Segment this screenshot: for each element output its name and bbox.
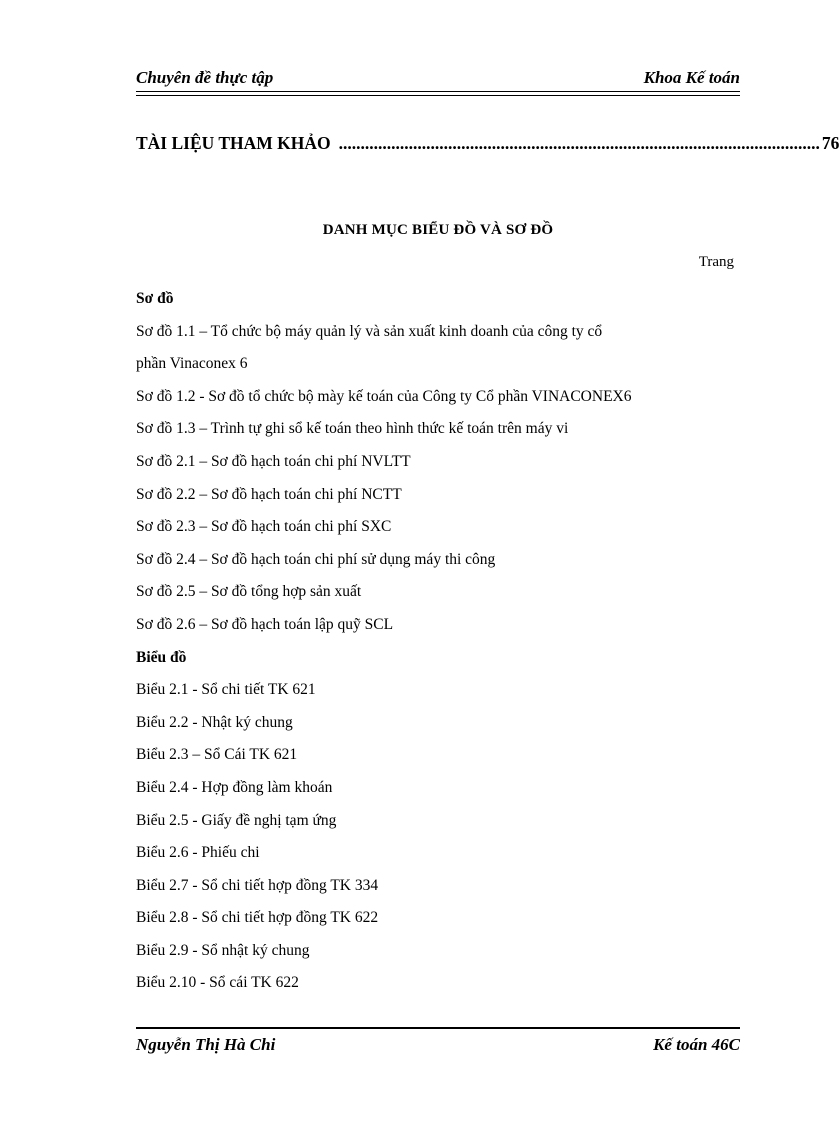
list-item: Biểu 2.7 - Sổ chi tiết hợp đồng TK 334 bbox=[136, 876, 379, 894]
list-item: Biểu 2.5 - Giấy đề nghị tạm ứng bbox=[136, 811, 337, 829]
header-right-title: Khoa Kế toán bbox=[643, 68, 740, 87]
footer-author: Nguyễn Thị Hà Chi bbox=[136, 1035, 276, 1054]
header-left-title: Chuyên đề thực tập bbox=[136, 68, 274, 87]
header-divider bbox=[136, 91, 740, 92]
list-item: Biểu 2.10 - Sổ cái TK 622 bbox=[136, 974, 299, 992]
list-item: Sơ đồ 1.2 - Sơ đồ tổ chức bộ mày kế toán của Công ty Cổ phần VINACONEX6 bbox=[136, 387, 632, 405]
figure-list bbox=[136, 283, 736, 1000]
footer-class: Kế toán 46C bbox=[653, 1035, 740, 1054]
toc-entry-references bbox=[136, 133, 839, 157]
list-item: Sơ đồ 2.3 – Sơ đồ hạch toán chi phí SXC bbox=[136, 518, 392, 536]
list-item: Sơ đồ 2.1 – Sơ đồ hạch toán chi phí NVLTT bbox=[136, 452, 411, 470]
page-header bbox=[136, 68, 740, 92]
list-item: Sơ đồ 2.6 – Sơ đồ hạch toán lập quỹ SCL bbox=[136, 615, 394, 633]
page-footer bbox=[136, 1035, 740, 1059]
header-divider-secondary bbox=[136, 95, 740, 96]
section-title: DANH MỤC BIỂU ĐỒ VÀ SƠ ĐỒ bbox=[322, 222, 554, 238]
list-item: Biểu 2.3 – Sổ Cái TK 621 bbox=[136, 746, 298, 764]
toc-leader-dots: .............................................................................................................. bbox=[338, 133, 820, 153]
list-item: Sơ đồ 1.1 – Tổ chức bộ máy quản lý và sản xuất kinh doanh của công ty cổ bbox=[136, 322, 603, 340]
toc-entry-title: TÀI LIỆU THAM KHẢO bbox=[136, 133, 331, 153]
list-item: Sơ đồ 1.3 – Trình tự ghi sổ kế toán theo hình thức kế toán trên máy vi bbox=[136, 420, 569, 438]
list-item: Biểu 2.6 - Phiếu chi bbox=[136, 844, 260, 862]
toc-page-number: 76 bbox=[821, 133, 839, 153]
list-heading: Sơ đồ bbox=[136, 290, 174, 307]
page-column-label: Trang bbox=[698, 254, 734, 270]
list-item: phần Vinaconex 6 bbox=[136, 355, 248, 373]
list-item: Biểu 2.2 - Nhật ký chung bbox=[136, 713, 293, 731]
list-heading: Biểu đồ bbox=[136, 648, 187, 666]
list-item: Sơ đồ 2.5 – Sơ đồ tổng hợp sản xuất bbox=[136, 583, 362, 601]
list-item: Sơ đồ 2.4 – Sơ đồ hạch toán chi phí sử dụng máy thi công bbox=[136, 550, 496, 568]
list-item: Sơ đồ 2.2 – Sơ đồ hạch toán chi phí NCTT bbox=[136, 485, 402, 503]
footer-divider bbox=[136, 1027, 740, 1029]
list-item: Biểu 2.1 - Sổ chi tiết TK 621 bbox=[136, 681, 316, 699]
list-item: Biểu 2.8 - Sổ chi tiết hợp đồng TK 622 bbox=[136, 909, 379, 927]
list-item: Biểu 2.9 - Sổ nhật ký chung bbox=[136, 941, 310, 959]
list-item: Biểu 2.4 - Hợp đồng làm khoán bbox=[136, 778, 333, 796]
